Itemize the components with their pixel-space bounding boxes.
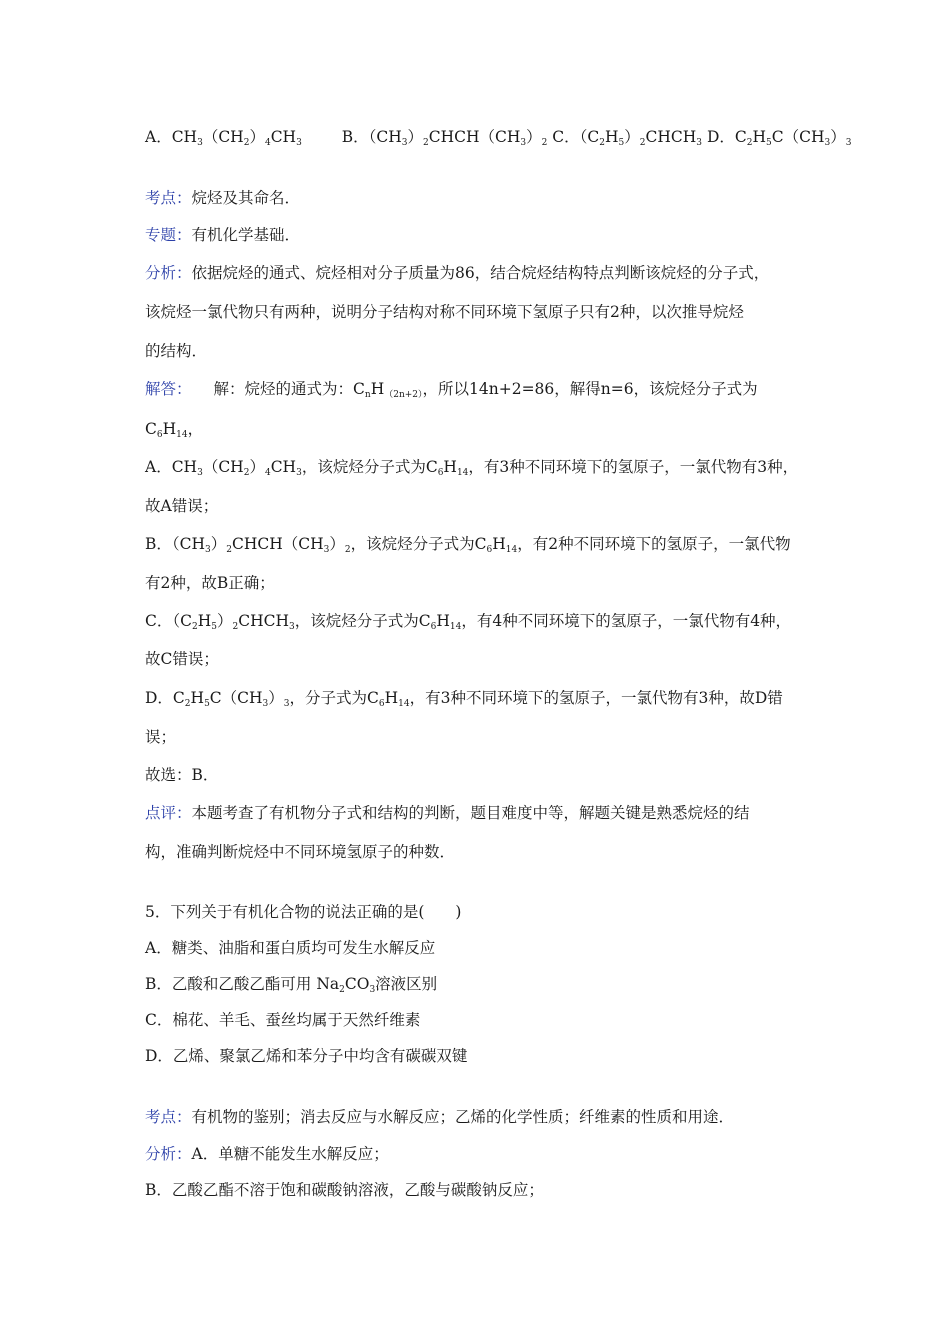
q4-fenxi-line-3: 的结构．: [145, 342, 208, 360]
q4-kaodian: [145, 187, 300, 209]
q5-kaodian: 考点：有机物的鉴别；消去反应与水解反应；乙烯的化学性质；纤维素的性质和用途．: [145, 1108, 735, 1126]
kaodian-label: 考点：: [145, 1108, 192, 1126]
q4-jieda-d-line-2: 误；: [145, 728, 177, 746]
q5-fenxi-line-2: B．乙酸乙酯不溶于饱和碳酸钠溶液，乙酸与碳酸钠反应；: [145, 1181, 544, 1199]
q4-jieda-b-line-2: 有2种，故B正确；: [145, 574, 275, 592]
q4-jieda-line-1: 解答： 解：烷烃的通式为：$C_nH_{(2n+2)}$，所以14n+2=86，解得n=6，该烷烃分子式为: [145, 380, 758, 400]
q4-jieda-c-line-1: C．$(C_2H_5)_2CHCH_3$，该烷烃分子式为$C_6H_{14}$，有4种不同环境下的氢原子，一氯代物有4种，: [145, 612, 792, 632]
zhuanti-label: 专题：: [145, 226, 192, 244]
q4-dianping-line-1: 点评：本题考查了有机物分子式和结构的判断，题目难度中等，解题关键是熟悉烷烃的结: [145, 804, 750, 822]
q5-option-c: C．棉花、羊毛、蚕丝均属于天然纤维素: [145, 1011, 421, 1029]
dianping-label: 点评：: [145, 804, 192, 822]
q4-jieda-a-line-2: 故A错误；: [145, 497, 219, 515]
q4-zhuanti-text: 有机化学基础．: [191, 226, 301, 244]
fenxi-label: 分析：: [145, 1145, 192, 1163]
q4-option-a: A．$CH_3(CH_2)_4CH_3$: [145, 128, 302, 148]
q5-option-b: B．乙酸和乙酸乙酯可用 $Na_2CO_3$溶液区别: [145, 975, 438, 995]
q4-jieda-a-line-1: A．$CH_3(CH_2)_4CH_3$，该烷烃分子式为$C_6H_{14}$，有3种不同环境下的氢原子，一氯代物有3种，: [145, 458, 799, 478]
q5-option-a: A．糖类、油脂和蛋白质均可发生水解反应: [145, 939, 436, 957]
jieda-label: 解答：: [145, 380, 192, 398]
q4-kaodian-text: 烷烃及其命名．: [191, 189, 301, 207]
q5-fenxi-line-1: 分析：A．单糖不能发生水解反应；: [145, 1145, 389, 1163]
q5-stem: 5．下列关于有机化合物的说法正确的是( ): [145, 903, 462, 921]
q5-option-d: D．乙烯、聚氯乙烯和苯分子中均含有碳碳双键: [145, 1047, 468, 1065]
q4-fenxi-line-1: 分析：依据烷烃的通式、烷烃相对分子质量为86，结合烷烃结构特点判断该烷烃的分子式，: [145, 264, 770, 282]
q4-zhuanti: [145, 224, 300, 246]
q4-option-d: D．$C_2H_5C(CH_3)_3$: [706, 128, 852, 148]
q4-option-c: C．$(C_2H_5)_2CHCH_3$: [552, 128, 702, 148]
kaodian-label: 考点：: [145, 189, 192, 207]
q4-fenxi-line-2: 该烷烃一氯代物只有两种，说明分子结构对称不同环境下氢原子只有2种，以次推导烷烃: [145, 303, 744, 321]
q4-dianping-line-2: 构，准确判断烷烃中不同环境氢原子的种数．: [145, 843, 456, 861]
q4-options-row: [145, 126, 851, 148]
q4-answer: 故选：B．: [145, 766, 219, 784]
q4-jieda-formula: $C_6H_{14}$，: [145, 420, 204, 440]
q4-jieda-d-line-1: D．$C_2H_5C(CH_3)_3$，分子式为$C_6H_{14}$，有3种不同环境下的氢原子，一氯代物有3种，故D错: [145, 689, 783, 709]
q4-jieda-c-line-2: 故C错误；: [145, 650, 219, 668]
q4-jieda-b-line-1: B．$(CH_3)_2CHCH(CH_3)_2$，该烷烃分子式为$C_6H_{14}$，有2种不同环境下的氢原子，一氯代物: [145, 535, 791, 555]
fenxi-label: 分析：: [145, 264, 192, 282]
q4-option-b: B．$(CH_3)_2CHCH(CH_3)_2$: [341, 128, 548, 148]
